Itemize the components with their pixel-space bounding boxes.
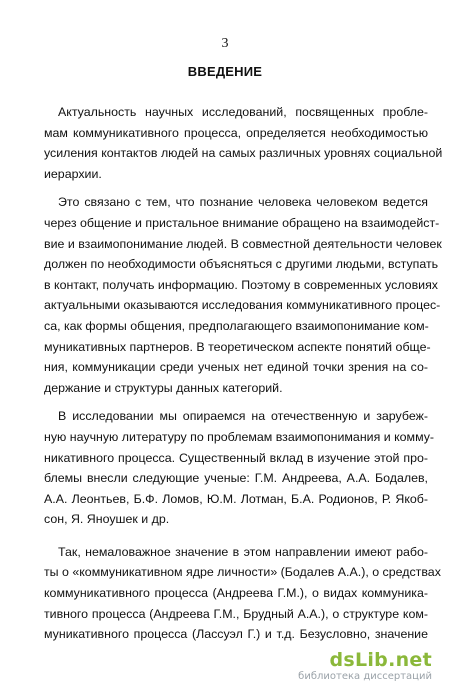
text-line: актуальными оказываются исследования коммуникативного процес- (44, 298, 441, 313)
document-body (44, 102, 443, 653)
text-line: вие и взаимопонимание людей. В совместной деятельности человек (44, 236, 442, 251)
text-line: муникативных партнеров. В теоретическом аспекте понятий обще- (44, 339, 431, 354)
page-number: 3 (221, 36, 229, 51)
paragraph-2 (44, 192, 442, 398)
text-line: иерархии. (44, 166, 102, 181)
text-line: ную научную литературу по проблемам взаимопонимания и комму- (44, 429, 435, 444)
text-line: ния, коммуникации среди ученых нет единой точки зрения на со- (44, 360, 428, 375)
text-line: тивного процесса (Андреева Г.М., Брудный А.А.), о структуре ком- (44, 606, 428, 621)
dslib-watermark[interactable] (298, 651, 432, 682)
section-heading: ВВЕДЕНИЕ (187, 64, 263, 79)
text-line: Так, немаловажное значение в этом направлении имеют рабо- (58, 544, 428, 559)
text-line: мам коммуникативного процесса, определяется необходимостью (44, 125, 428, 140)
text-line: коммуникативного процесса (Андреева Г.М.), о видах коммуника- (44, 586, 428, 601)
text-line: усиления контактов людей на самых различных уровнях социальной (44, 146, 443, 161)
paragraph-1 (44, 102, 443, 184)
text-line: сон, Я. Яноушек и др. (44, 512, 170, 527)
dslib-subtitle: библиотека диссертаций (298, 671, 432, 682)
paragraph-4 (44, 542, 441, 645)
text-line: муникативного процесса (Лассуэл Г.) и т.д. Безусловно, значение (44, 627, 428, 642)
text-line: А.А. Леонтьев, Б.Ф. Ломов, Ю.М. Лотман, Б.А. Родионов, Р. Якоб- (44, 491, 428, 506)
text-line: держание и структуры данных категорий. (44, 380, 283, 395)
text-line: в контакт, получать информацию. Поэтому в современных условиях (44, 277, 438, 292)
text-line: должен по необходимости объясняться с другими людьми, вступать (44, 257, 439, 272)
text-line: са, как формы общения, предполагающего взаимопонимание ком- (44, 318, 429, 333)
text-line: блемы внесли следующие ученые: Г.М. Андреева, А.А. Бодалев, (44, 471, 428, 486)
text-line: В исследовании мы опираемся на отечественную и зарубеж- (58, 409, 428, 424)
text-line: никативного процесса. Существенный вклад в изучение этой про- (44, 450, 428, 465)
text-line: через общение и пристальное внимание обращено на взаимодейст- (44, 215, 440, 230)
paragraph-3 (44, 406, 435, 530)
text-line: Актуальность научных исследований, посвященных пробле- (58, 105, 428, 119)
text-line: Это связано с тем, что познание человека человеком ведется (58, 195, 428, 210)
text-line: ты о «коммуникативном ядре личности» (Бодалев А.А.), о средствах (44, 565, 441, 580)
dslib-logo[interactable]: dsLib.net (329, 649, 432, 671)
